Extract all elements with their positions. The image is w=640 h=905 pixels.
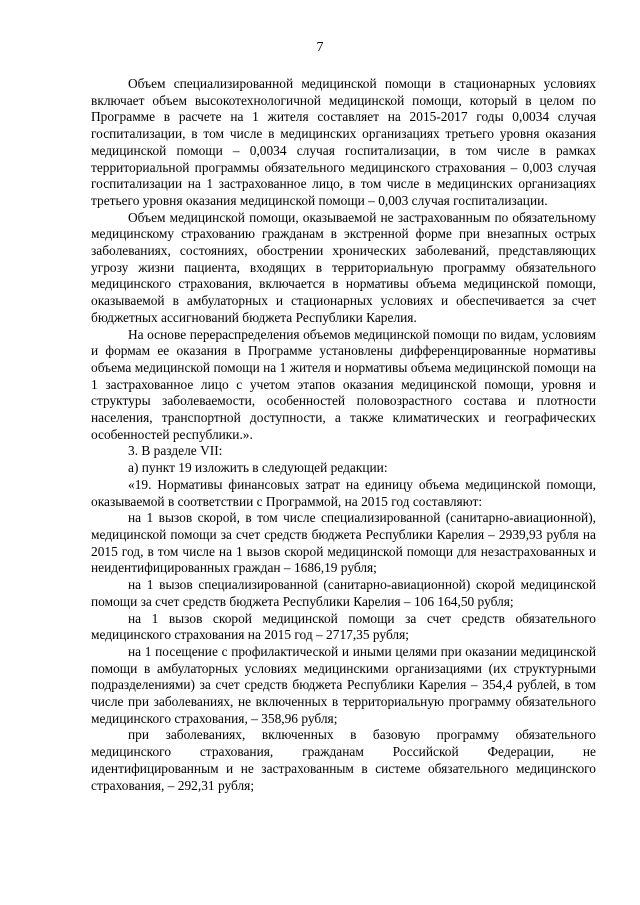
paragraph-vmp-volume: Объем специализированной медицинской помощи в стационарных условиях включает объем высокотехнологичной медицинской помощи, который в целом по Программе в расчете на 1 жителя составляет на 2015-2017 годы 0,0034 случая госпитализации, в том числе в медицинских организациях третьего уровня оказания медицинской помощи – 0,0034 случая госпитализации, в том числе в рамках территориальной программы обязательного медицинского страхования – 0,003 случая госпитализации на 1 застрахованное лицо, в том числе в медицинских организациях третьего уровня оказания медицинской помощи – 0,003 случая госпитализации. [91,76,596,208]
paragraph-uninsured-volume: Объем медицинской помощи, оказываемой не застрахованным по обязательному медицинскому страхованию гражданам в экстренной форме при внезапных острых заболеваниях, состояниях, обострении хронических заболеваний, представляющих угрозу жизни пациента, входящих в территориальную программу обязательного медицинского страхования, включается в нормативы объема медицинской помощи, оказываемой в амбулаторных и стационарных условиях и обеспечивается за счет бюджетных ассигнований бюджета Республики Карелия. [91,209,596,325]
paragraph-ambulance-call: на 1 вызов скорой, в том числе специализированной (санитарно-авиационной), медицинской помощи за счет средств бюджета Республики Карелия – 2939,93 рубля на 2015 год, в том числе на 1 вызов скорой медицинской помощи для незастрахованных и неидентифицированных граждан – 1686,19 рубля; [91,510,596,576]
paragraph-item-19: а) пункт 19 изложить в следующей редакции: [128,460,388,476]
paragraph-oms-ambulance-call: на 1 вызов скорой медицинской помощи за счет средств обязательного медицинского страхования на 2015 год – 2717,35 рубля; [91,610,596,643]
paragraph-section-vii: 3. В разделе VII: [128,443,223,459]
paragraph-uninsured-citizens: при заболеваниях, включенных в базовую программу обязательного медицинского страхования, гражданам Российской Федерации, не идентифицированным и не застрахованным в системе обязательного медицинского страхования, – 292,31 рубля; [91,727,596,793]
document-body [91,76,596,794]
paragraph-redistribution: На основе перераспределения объемов медицинской помощи по видам, условиям и формам ее оказания в Программе установлены дифференцированные нормативы объема медицинской помощи на 1 жителя и нормативы объема медицинской помощи на 1 застрахованное лицо с учетом этапов оказания медицинской помощи, уровня и структуры заболеваемости, особенностей половозрастного состава и плотности населения, транспортной доступности, а также климатических и географических особенностей республики.». [91,326,596,442]
paragraph-cost-norms: «19. Нормативы финансовых затрат на единицу объема медицинской помощи, оказываемой в соответствии с Программой, на 2015 год составляют: [91,476,596,509]
page-number: 7 [316,40,324,55]
paragraph-preventive-visit: на 1 посещение с профилактической и иными целями при оказании медицинской помощи в амбулаторных условиях медицинскими организациями (их структурными подразделениями) за счет средств бюджета Республики Карелия – 354,4 рублей, в том числе при заболеваниях, не включенных в территориальную программу обязательного медицинского страхования, – 358,96 рубля; [91,643,596,726]
paragraph-air-ambulance-call: на 1 вызов специализированной (санитарно-авиационной) скорой медицинской помощи за счет средств бюджета Республики Карелия – 106 164,50 рубля; [91,577,596,609]
